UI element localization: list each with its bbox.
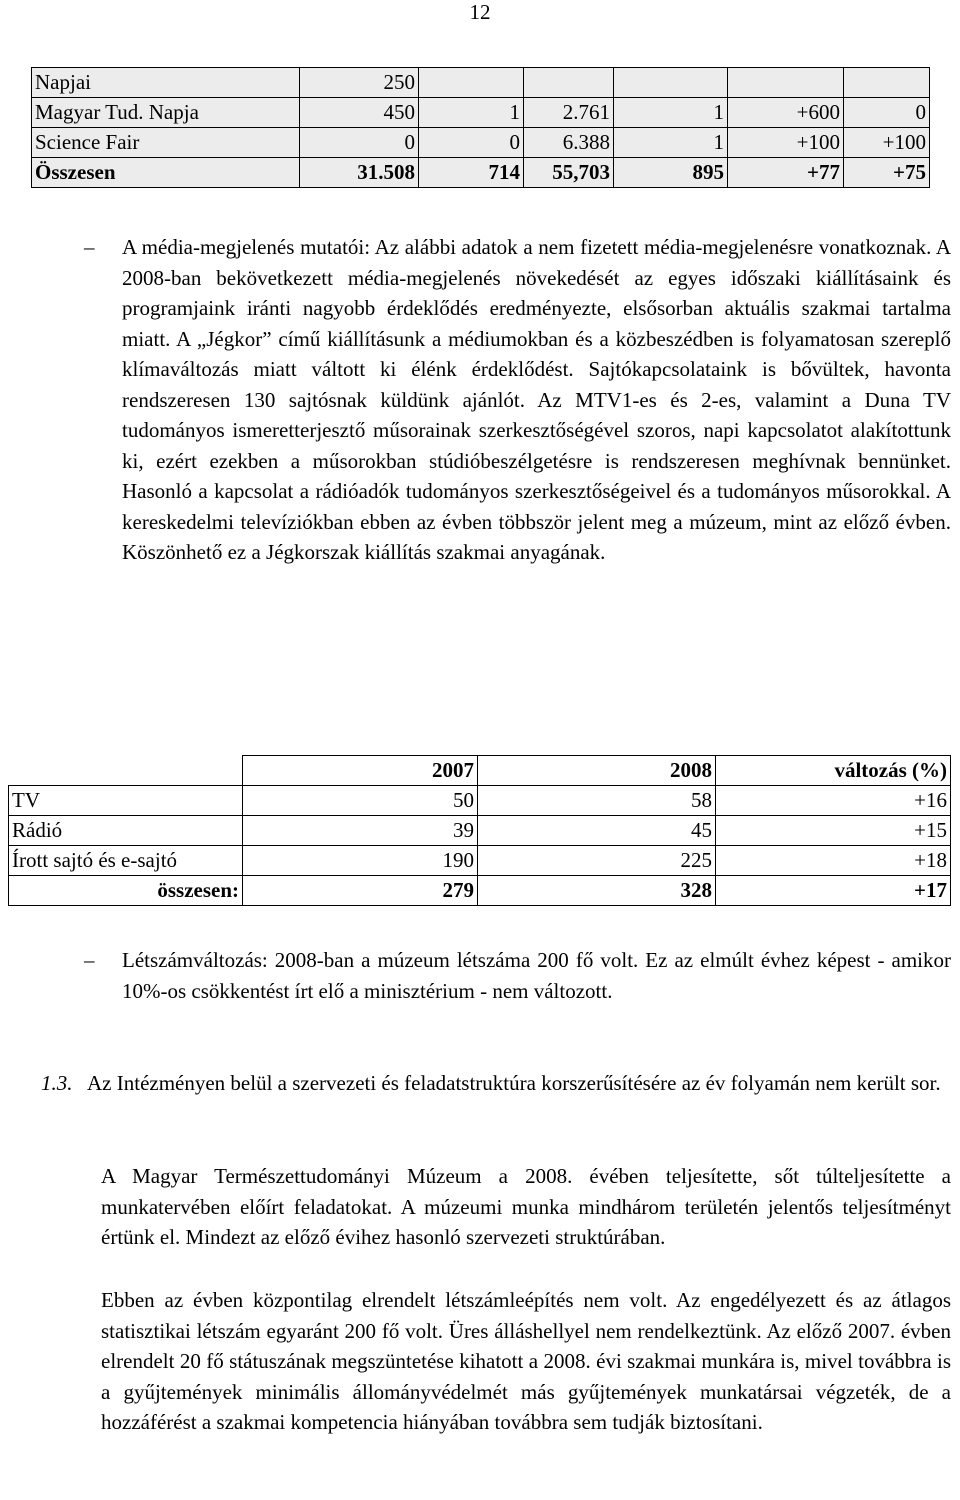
bullet-dash: – — [84, 235, 95, 259]
table-cell: Science Fair — [32, 128, 300, 158]
table-cell: 250 — [300, 68, 419, 98]
table-cell: Rádió — [9, 816, 243, 846]
table-cell: Írott sajtó és e-sajtó — [9, 846, 243, 876]
table-header-cell: 2008 — [478, 756, 716, 786]
table-row — [32, 128, 930, 158]
section-text: Az Intézményen belül a szervezeti és feladatstruktúra korszerűsítésére az év folyamán nem került sor. — [87, 1071, 941, 1095]
staff-paragraph: Létszámváltozás: 2008-ban a múzeum létszáma 200 fő volt. Ez az elmúlt évhez képest - amikor 10%-os csökkentést írt elő a minisztérium - nem változott. — [122, 948, 951, 1003]
table-cell: Magyar Tud. Napja — [32, 98, 300, 128]
table-cell: TV — [9, 786, 243, 816]
table-cell: összesen: — [9, 876, 243, 906]
table-cell — [419, 68, 524, 98]
table-cell: 450 — [300, 98, 419, 128]
table-cell: Összesen — [32, 158, 300, 188]
table-cell — [614, 68, 728, 98]
table-cell: 0 — [844, 98, 930, 128]
table-cell: +600 — [728, 98, 844, 128]
table-header-cell: változás (%) — [716, 756, 951, 786]
table-cell: 714 — [419, 158, 524, 188]
table-cell: 895 — [614, 158, 728, 188]
table-cell: +18 — [716, 846, 951, 876]
table-cell: 0 — [300, 128, 419, 158]
table-cell: +77 — [728, 158, 844, 188]
bullet-dash: – — [84, 948, 95, 972]
table-row — [9, 846, 951, 876]
media-paragraph: A média-megjelenés mutatói: Az alábbi adatok a nem fizetett média-megjelenésre vonatkoznak. A 2008-ban bekövetkezett média-megjelenés növekedését az egyes időszaki kiállításaink és programjaink iránti nagyobb érdeklődés eredményezte, elsősorban aktuális szakmai tartalma miatt. A „Jégkor” című kiállításunk a médiumokban és a közbeszédben is folyamatosan szereplő klímaváltozás miatt váltott ki élénk érdeklődést. Sajtókapcsolataink is bővültek, havonta rendszeresen 130 sajtósnak küldünk ajánlót. Az MTV1-es és 2-es, valamint a Duna TV tudományos ismeretterjesztő műsorainak szerkesztőségével szoros, napi kapcsolatot alakítottunk ki, ezért ezekben a műsorokban stúdióbeszélgetésre is rendszeresen meghívnak bennünket. Hasonló a kapcsolat a rádióadók tudományos szerkesztőségeivel és a tudományos műsorokkal. A kereskedelmi televíziókban ebben az évben többször jelent meg a múzeum, mint az előző évben. Köszönhető ez a Jégkorszak kiállítás szakmai anyagának. — [122, 235, 951, 564]
table-cell: 328 — [478, 876, 716, 906]
table-cell: 31.508 — [300, 158, 419, 188]
table-cell: 279 — [243, 876, 478, 906]
table-total-row — [9, 876, 951, 906]
statistics-table — [31, 67, 930, 188]
table-cell: +16 — [716, 786, 951, 816]
table-cell: 190 — [243, 846, 478, 876]
table-cell — [844, 68, 930, 98]
table-cell: +15 — [716, 816, 951, 846]
table-header-row — [9, 756, 951, 786]
table-cell: 45 — [478, 816, 716, 846]
table-cell: 50 — [243, 786, 478, 816]
table-row — [32, 68, 930, 98]
table-cell — [728, 68, 844, 98]
table-cell: Napjai — [32, 68, 300, 98]
paragraph-staffing: Ebben az évben központilag elrendelt létszámleépítés nem volt. Az engedélyezett és az átlagos statisztikai létszám egyaránt 200 fő volt. Üres álláshellyel nem rendelkeztünk. Az előző 2007. évben elrendelt 20 fő státuszának megszüntetése kihatott a 2008. évi szakmai munkára is, mivel továbbra is a gyűjtemények minimális állományvédelmét más gyűjtemények munkatársai végzeték, de a hozzáférést a szakmai kompetencia hiányában továbbra sem tudják biztosítani. — [101, 1288, 951, 1434]
page-number: 12 — [469, 0, 491, 24]
table-cell: 58 — [478, 786, 716, 816]
table-header-cell: 2007 — [243, 756, 478, 786]
table-cell: +100 — [844, 128, 930, 158]
table-cell: 0 — [419, 128, 524, 158]
section-number: 1.3. — [41, 1071, 73, 1095]
table-header-cell — [9, 756, 243, 786]
table-cell: 2.761 — [524, 98, 614, 128]
table-cell: +100 — [728, 128, 844, 158]
table-cell: 55,703 — [524, 158, 614, 188]
table-cell — [524, 68, 614, 98]
table-cell: 1 — [614, 98, 728, 128]
table-row — [9, 816, 951, 846]
paragraph-results: A Magyar Természettudományi Múzeum a 2008. évében teljesítette, sőt túlteljesítette a munkatervében előírt feladatokat. A múzeumi munka mindhárom területén jelentős teljesítményt értünk el. Mindezt az előző évihez hasonló szervezeti struktúrában. — [101, 1164, 951, 1249]
table-cell: 225 — [478, 846, 716, 876]
table-cell: 1 — [419, 98, 524, 128]
table-total-row — [32, 158, 930, 188]
table-cell: 6.388 — [524, 128, 614, 158]
table-cell: +17 — [716, 876, 951, 906]
table-row — [32, 98, 930, 128]
table-cell: +75 — [844, 158, 930, 188]
table-row — [9, 786, 951, 816]
media-appearances-table — [8, 755, 951, 906]
table-cell: 39 — [243, 816, 478, 846]
table-cell: 1 — [614, 128, 728, 158]
